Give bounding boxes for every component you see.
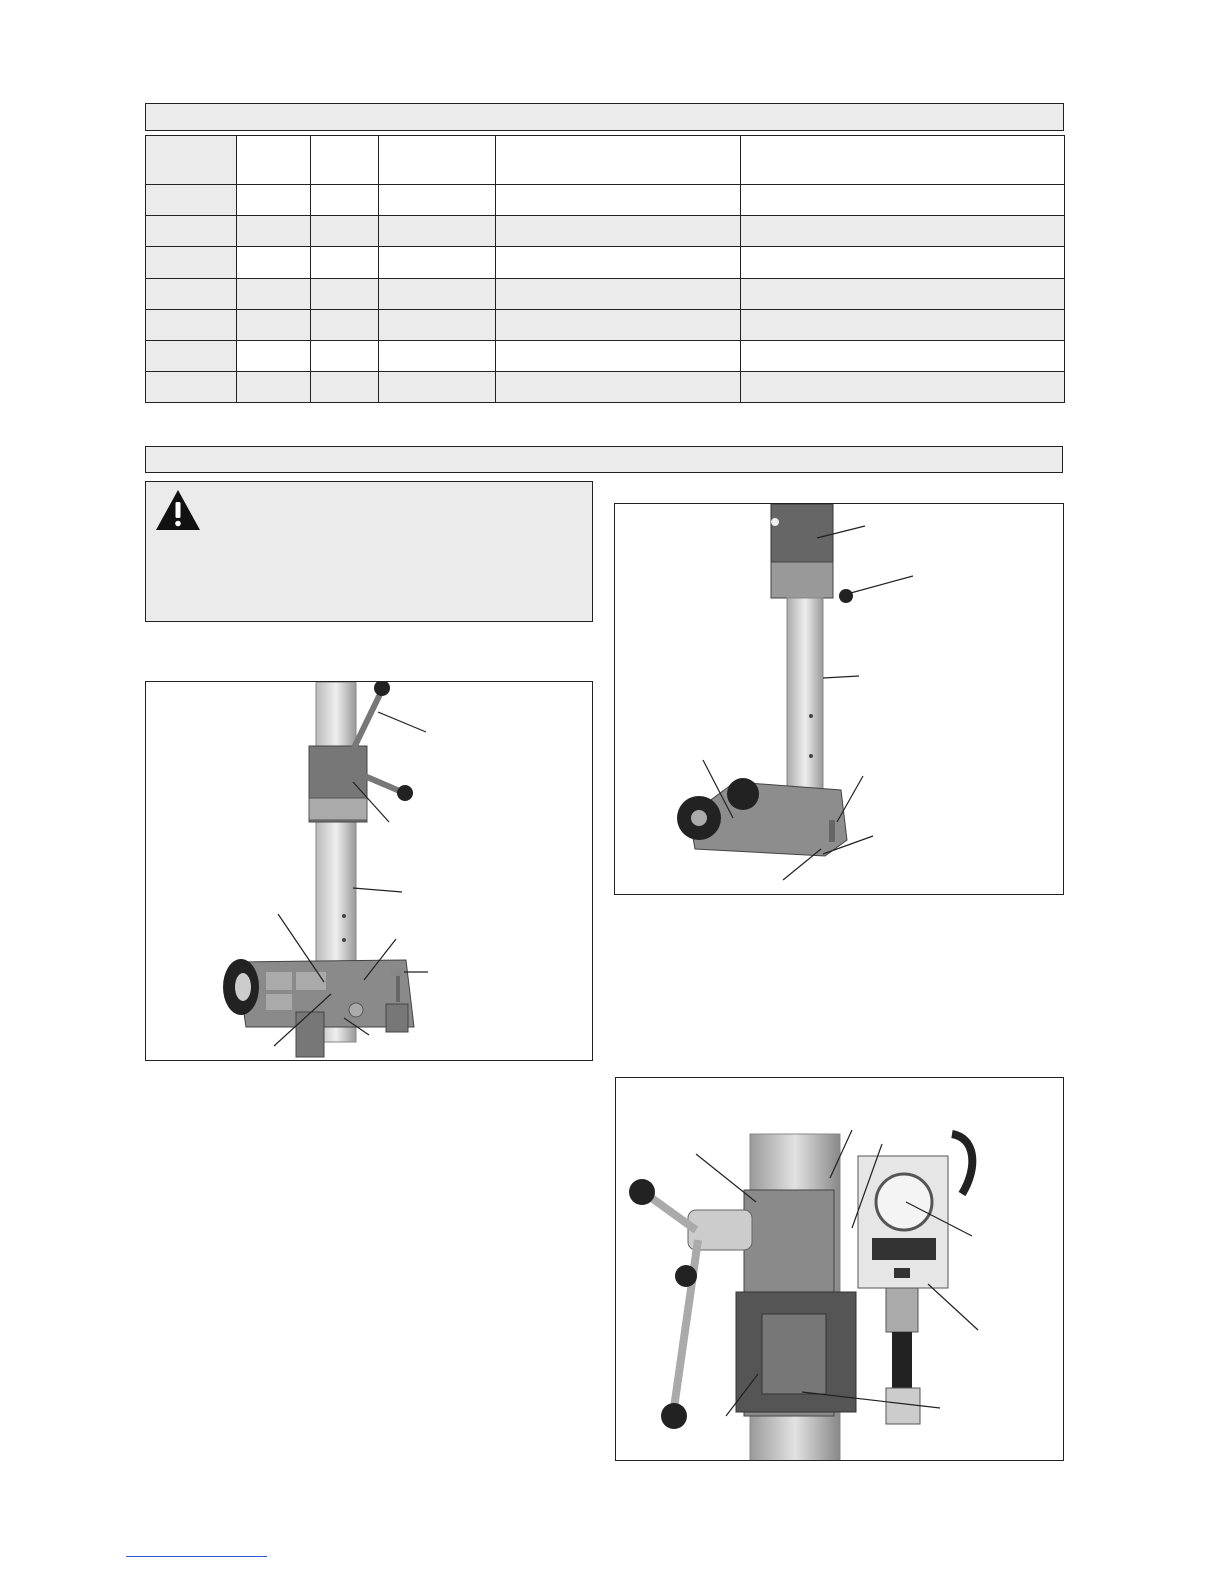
figure-stand-front-view (145, 681, 593, 1061)
table-cell (741, 371, 1065, 402)
table-cell (496, 278, 741, 309)
table-row (146, 340, 1065, 371)
table-cell (741, 278, 1065, 309)
table-cell (311, 371, 379, 402)
table-row (146, 309, 1065, 340)
table-cell (311, 278, 379, 309)
table-cell (237, 371, 311, 402)
table-cell (496, 247, 741, 278)
table-cell (741, 216, 1065, 247)
table-header-row (146, 136, 1065, 185)
table-cell (146, 247, 237, 278)
table-cell (237, 136, 311, 185)
warning-box (145, 481, 593, 622)
section-header-bar-specifications (145, 103, 1064, 131)
warning-triangle-icon (154, 488, 202, 532)
table-cell (146, 340, 237, 371)
table-cell (146, 185, 237, 216)
table-cell (379, 136, 496, 185)
table-cell (379, 278, 496, 309)
table-cell (741, 309, 1065, 340)
table-cell (496, 185, 741, 216)
table-cell (379, 309, 496, 340)
table-cell (146, 278, 237, 309)
table-cell (311, 216, 379, 247)
table-cell (237, 278, 311, 309)
table-row (146, 247, 1065, 278)
table-cell (237, 340, 311, 371)
table-cell (741, 340, 1065, 371)
table-row (146, 371, 1065, 402)
table-row (146, 216, 1065, 247)
table-cell (311, 247, 379, 278)
table-cell (379, 216, 496, 247)
table-cell (741, 247, 1065, 278)
table-cell (237, 185, 311, 216)
stand-side-illustration (615, 504, 1064, 895)
table-cell (496, 371, 741, 402)
table-row (146, 185, 1065, 216)
table-cell (237, 247, 311, 278)
table-cell (496, 309, 741, 340)
carriage-control-illustration (616, 1078, 1064, 1461)
table-cell (496, 340, 741, 371)
table-cell (496, 136, 741, 185)
table-cell (146, 216, 237, 247)
specifications-table (145, 135, 1065, 403)
footer-link-underline[interactable] (126, 1556, 267, 1557)
figure-stand-side-view (614, 503, 1064, 895)
table-cell (379, 185, 496, 216)
table-cell (146, 309, 237, 340)
table-cell (311, 136, 379, 185)
table-cell (311, 309, 379, 340)
table-cell (379, 371, 496, 402)
table-cell (311, 185, 379, 216)
stand-front-illustration (146, 682, 593, 1061)
table-cell (379, 247, 496, 278)
figure-carriage-motor-control-view (615, 1077, 1064, 1461)
table-cell (379, 340, 496, 371)
table-cell (741, 185, 1065, 216)
table-cell (311, 340, 379, 371)
table-cell (496, 216, 741, 247)
table-cell (146, 371, 237, 402)
table-cell (146, 136, 237, 185)
table-cell (237, 309, 311, 340)
table-cell (741, 136, 1065, 185)
table-row (146, 278, 1065, 309)
table-cell (237, 216, 311, 247)
section-header-bar-assembly (145, 446, 1063, 473)
